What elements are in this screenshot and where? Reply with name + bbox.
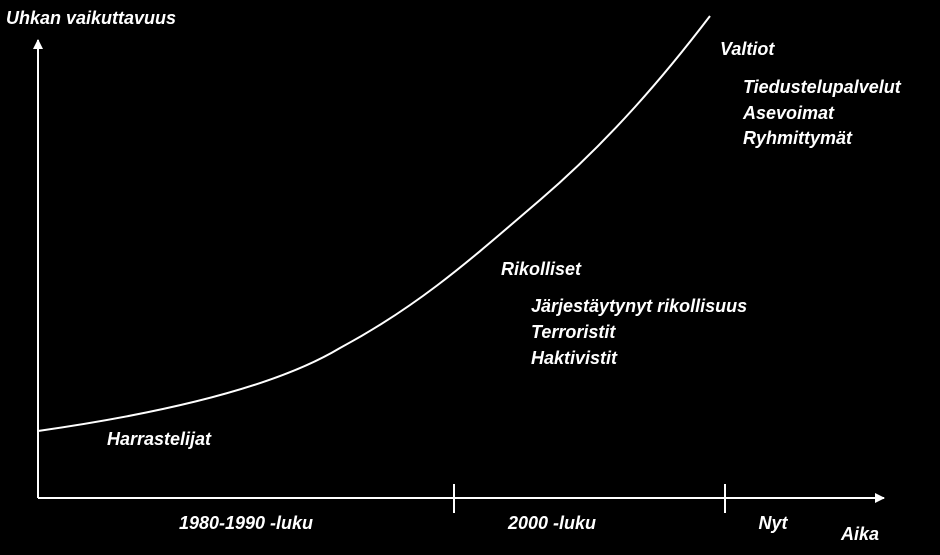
criminals-item-organized-crime: Järjestäytynyt rikollisuus [531,296,748,316]
period-label-3: Nyt [758,513,788,533]
x-axis-label: Aika [841,524,880,544]
criminals-label: Rikolliset [501,259,582,279]
states-label: Valtiot [720,39,775,59]
states-item-intelligence-services: Tiedustelupalvelut [743,77,901,97]
states-item-armed-forces: Asevoimat [743,103,835,123]
criminals-item-hacktivists: Haktivistit [531,348,618,368]
hobbyists-label: Harrastelijat [107,429,212,449]
period-label-2: 2000 -luku [507,513,597,533]
y-axis-label: Uhkan vaikuttavuus [6,8,177,28]
states-item-groupings: Ryhmittymät [743,128,853,148]
threat-curve [38,16,710,431]
period-label-1: 1980-1990 -luku [178,513,314,533]
criminals-item-terrorists: Terroristit [531,322,616,342]
